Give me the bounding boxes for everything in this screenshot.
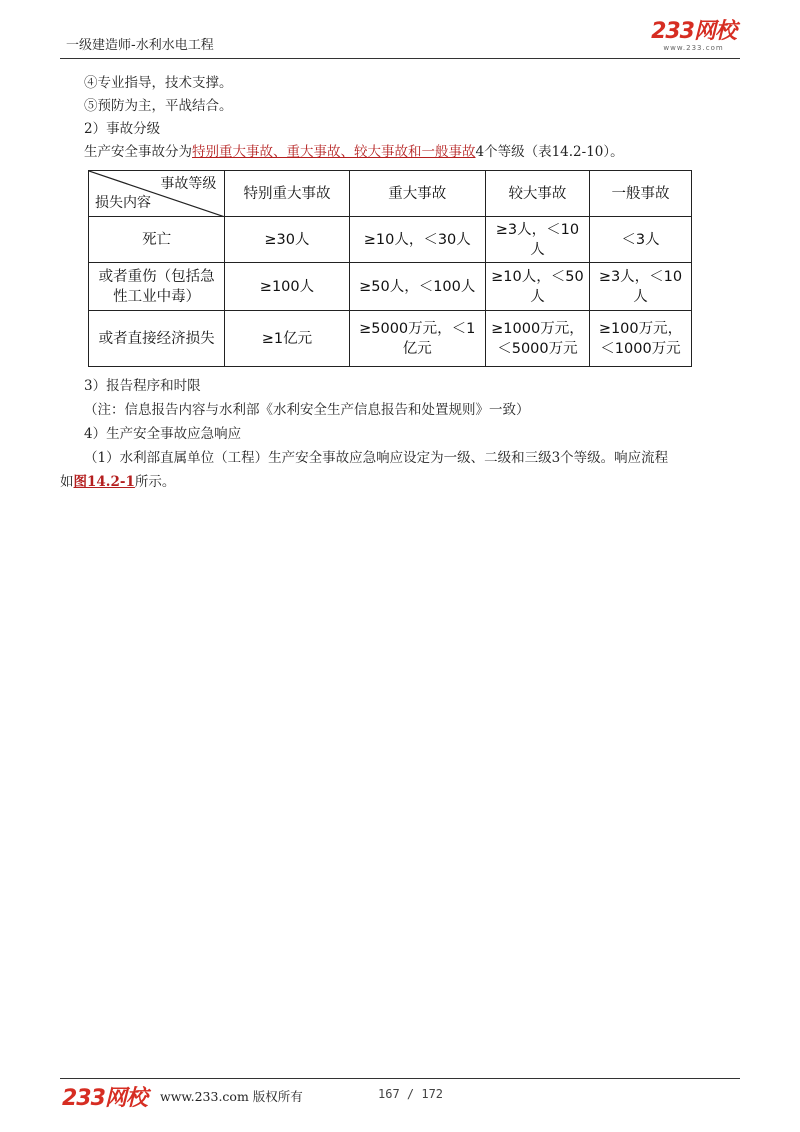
- response-paragraph-line: [60, 470, 742, 494]
- table-row: [89, 311, 692, 367]
- header-cell: 重大事故: [349, 171, 485, 217]
- page-number: 167 / 172: [378, 1087, 444, 1101]
- corner-top-label: 事故等级: [160, 176, 217, 192]
- list-item-4: ④专业指导，技术支撑。: [84, 75, 233, 91]
- table-cell: ≥50人，＜100人: [349, 263, 485, 311]
- corner-bottom-label: 损失内容: [95, 195, 151, 211]
- logo-text: 233网校: [651, 19, 736, 44]
- response-paragraph-line: （1）水利部直属单位（工程）生产安全事故应急响应设定为一级、二级和三级3个等级。响应流程: [84, 450, 669, 466]
- header-cell: 一般事故: [589, 171, 691, 217]
- page-header: [60, 18, 740, 59]
- table-cell: ≥1亿元: [225, 311, 349, 367]
- table-cell: ≥3人，＜10人: [589, 263, 691, 311]
- table-cell: ≥100人: [225, 263, 349, 311]
- row-label: 或者重伤（包括急性工业中毒）: [89, 263, 225, 311]
- body-text-top: [72, 72, 742, 164]
- table-cell: ≥3人，＜10人: [485, 217, 589, 263]
- response-suffix: 所示。: [134, 474, 176, 490]
- grading-suffix: 4个等级（表14.2-10）。: [475, 144, 624, 160]
- row-label: 死亡: [89, 217, 225, 263]
- list-item-5: ⑤预防为主，平战结合。: [84, 98, 233, 114]
- figure-link[interactable]: 图14.2-1: [73, 474, 135, 490]
- footer-logo: 233网校: [62, 1086, 147, 1111]
- body-text-bottom: [60, 374, 742, 494]
- brand-logo: [651, 20, 736, 52]
- section-heading-report: 3）报告程序和时限: [84, 378, 201, 394]
- table-cell: ＜3人: [589, 217, 691, 263]
- table-corner-cell: [89, 171, 225, 217]
- note-text: （注：信息报告内容与水利部《水利安全生产信息报告和处置规则》一致）: [84, 402, 530, 418]
- table-cell: ≥5000万元，＜1亿元: [349, 311, 485, 367]
- grading-prefix: 生产安全事故分为: [84, 144, 192, 160]
- accident-grade-table: [88, 170, 692, 367]
- table-cell: ≥1000万元，＜5000万元: [485, 311, 589, 367]
- header-cell: 较大事故: [485, 171, 589, 217]
- row-label: 或者直接经济损失: [89, 311, 225, 367]
- table-cell: ≥10人，＜30人: [349, 217, 485, 263]
- table-row: [89, 263, 692, 311]
- header-cell: 特别重大事故: [225, 171, 349, 217]
- page-footer: [60, 1078, 740, 1109]
- response-prefix: 如: [60, 474, 74, 490]
- section-heading-grading: 2）事故分级: [84, 121, 161, 137]
- table-cell: ≥100万元，＜1000万元: [589, 311, 691, 367]
- table-row: [89, 217, 692, 263]
- table-header-row: [89, 171, 692, 217]
- table-cell: ≥30人: [225, 217, 349, 263]
- table-cell: ≥10人，＜50人: [485, 263, 589, 311]
- grading-sentence: [72, 141, 742, 164]
- document-title: 一级建造师-水利水电工程: [66, 38, 214, 53]
- logo-url: www.233.com: [663, 44, 724, 52]
- footer-copyright: www.233.com 版权所有: [160, 1089, 303, 1104]
- section-heading-response: 4）生产安全事故应急响应: [84, 426, 242, 442]
- grading-highlight: 特别重大事故、重大事故、较大事故和一般事故: [192, 144, 476, 160]
